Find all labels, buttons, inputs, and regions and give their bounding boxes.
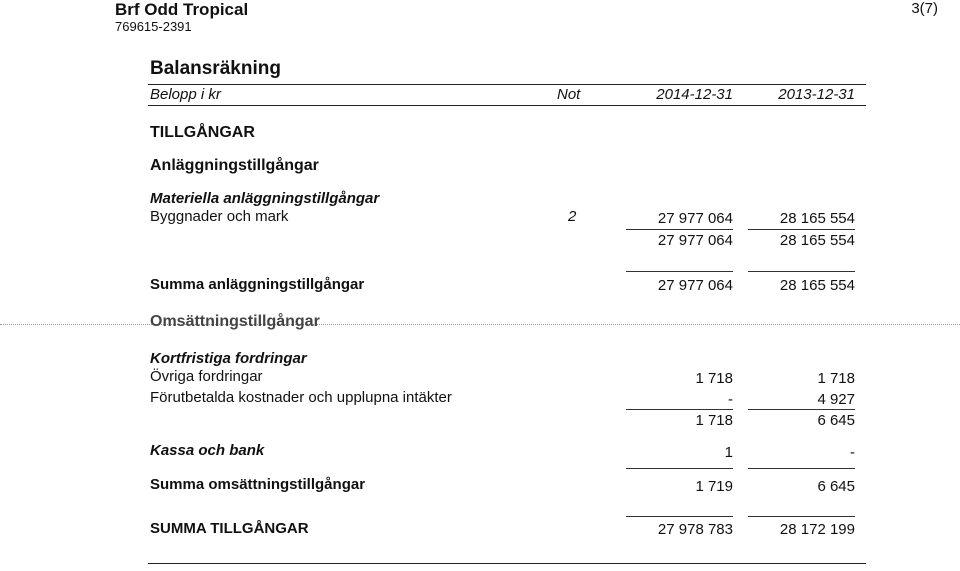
- separator: [626, 409, 733, 410]
- fixed-total-current: 27 977 064: [657, 277, 733, 294]
- row-other-receivables-label: Övriga fordringar: [150, 368, 263, 385]
- grand-total-previous: 28 172 199: [779, 521, 855, 538]
- cash-current: 1: [724, 444, 733, 461]
- page-number: 3(7): [911, 0, 938, 17]
- row-prepaid-current: -: [728, 391, 733, 408]
- header-rule: [148, 105, 866, 106]
- row-other-receivables-previous: 1 718: [817, 370, 855, 387]
- current-total-label: Summa omsättningstillgångar: [150, 476, 366, 493]
- tangible-subtotal-current: 27 977 064: [657, 232, 733, 249]
- subsection-short-receivables: Kortfristiga fordringar: [150, 350, 307, 367]
- row-prepaid-label: Förutbetalda kostnader och upplupna intäkter: [150, 389, 452, 406]
- column-header-current: 2014-12-31: [656, 86, 733, 103]
- company-name: Brf Odd Tropical: [115, 0, 249, 19]
- row-buildings-current: 27 977 064: [657, 210, 733, 227]
- bottom-rule: [148, 563, 866, 564]
- current-total-current: 1 719: [695, 478, 733, 495]
- title-rule: [148, 84, 866, 85]
- grand-total-label: SUMMA TILLGÅNGAR: [150, 520, 309, 537]
- org-number: 769615-2391: [115, 19, 192, 34]
- column-header-note: Not: [557, 86, 581, 103]
- subsection-tangible: Materiella anläggningstillgångar: [150, 190, 380, 207]
- separator: [748, 468, 855, 469]
- section-assets: TILLGÅNGAR: [150, 124, 255, 141]
- cash-previous: -: [850, 444, 855, 461]
- fixed-total-label: Summa anläggningstillgångar: [150, 276, 365, 293]
- row-other-receivables-current: 1 718: [695, 370, 733, 387]
- scan-fold-line: [0, 324, 960, 325]
- row-prepaid-previous: 4 927: [817, 391, 855, 408]
- separator: [748, 229, 855, 230]
- tangible-subtotal-previous: 28 165 554: [779, 232, 855, 249]
- separator: [626, 516, 733, 517]
- section-fixed-assets: Anläggningstillgångar: [150, 157, 319, 174]
- row-buildings-label: Byggnader och mark: [150, 208, 289, 225]
- separator: [748, 271, 855, 272]
- row-buildings-previous: 28 165 554: [779, 210, 855, 227]
- separator: [748, 409, 855, 410]
- row-buildings-note: 2: [568, 208, 577, 225]
- fixed-total-previous: 28 165 554: [779, 277, 855, 294]
- report-title: Balansräkning: [150, 58, 281, 79]
- separator: [626, 468, 733, 469]
- receivables-subtotal-previous: 6 645: [817, 412, 855, 429]
- separator: [626, 271, 733, 272]
- separator: [748, 516, 855, 517]
- column-header-previous: 2013-12-31: [778, 86, 855, 103]
- section-current-assets: Omsättningstillgångar: [150, 313, 320, 330]
- column-header-label: Belopp i kr: [150, 86, 221, 103]
- receivables-subtotal-current: 1 718: [695, 412, 733, 429]
- current-total-previous: 6 645: [817, 478, 855, 495]
- cash-label: Kassa och bank: [150, 442, 265, 459]
- separator: [626, 229, 733, 230]
- grand-total-current: 27 978 783: [657, 521, 733, 538]
